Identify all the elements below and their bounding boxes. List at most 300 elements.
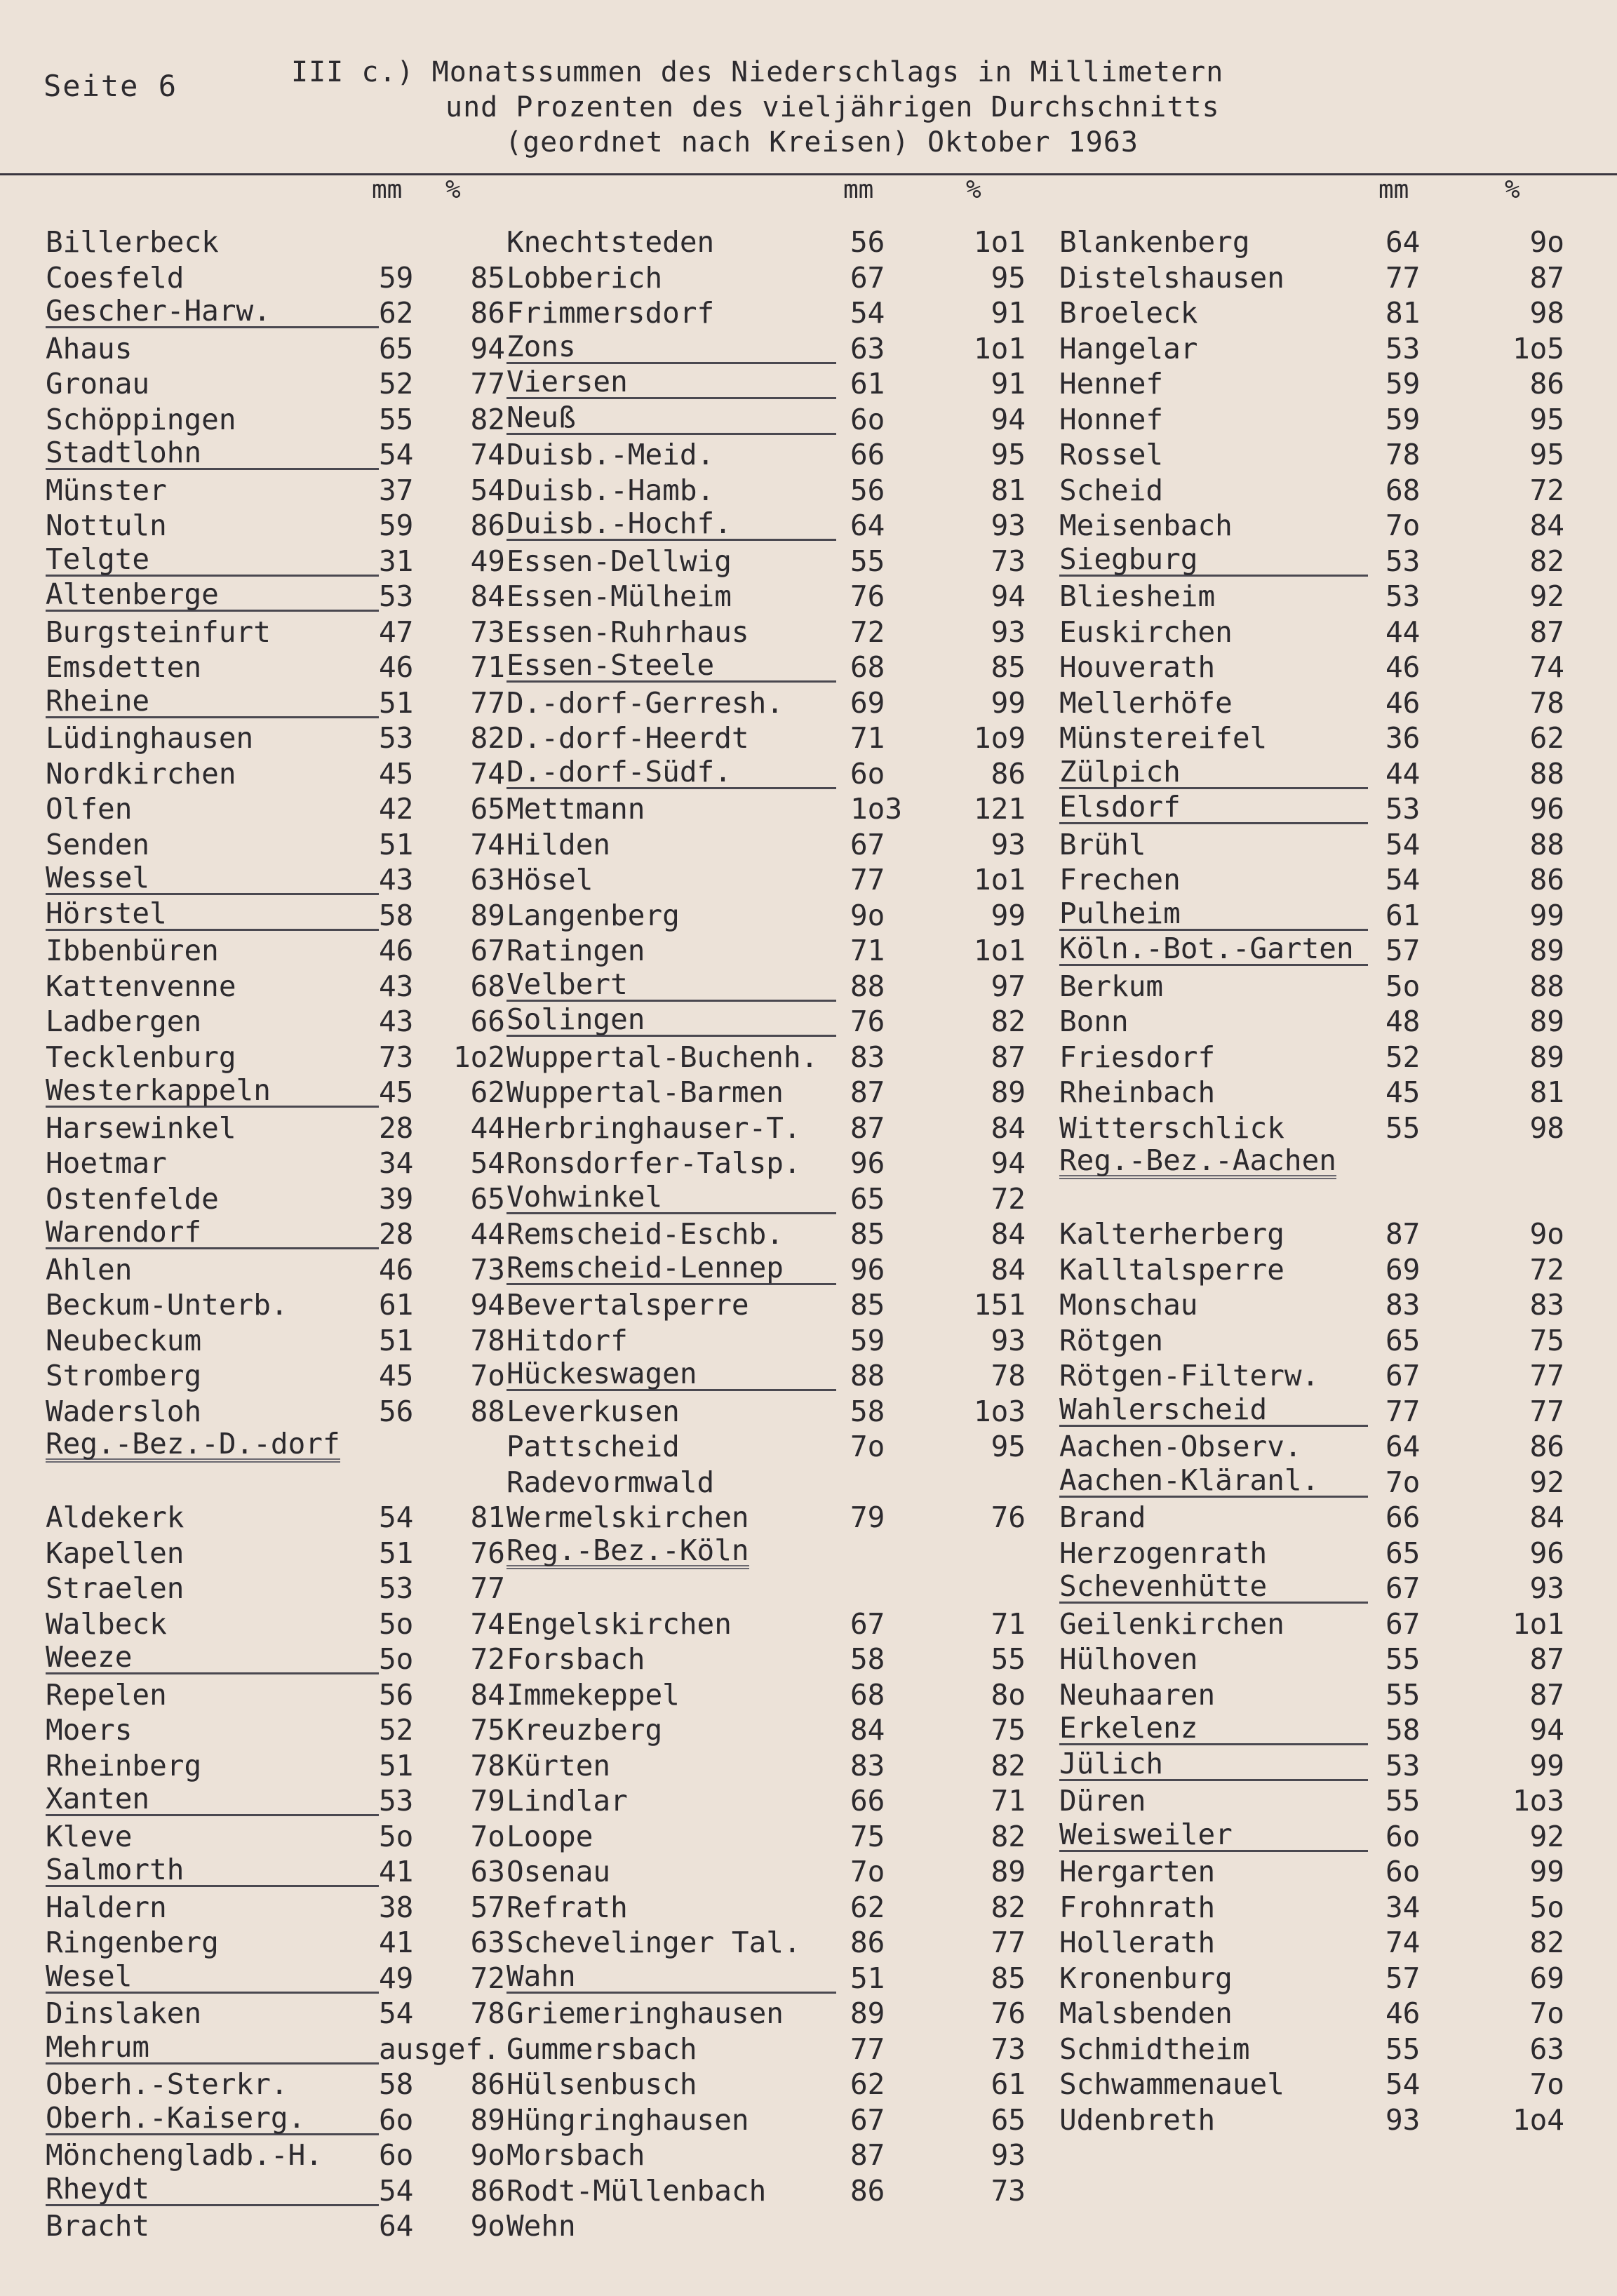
precip-percent: 63 [470,1926,505,1959]
station-name: Kalterherberg [1059,1217,1284,1251]
station-row [1059,295,1564,331]
precip-percent: 77 [1529,1394,1564,1428]
precip-percent: 81 [1529,1075,1564,1109]
precip-mm: 86 [850,1926,885,1959]
precip-percent: 94 [991,579,1026,613]
station-row [46,1748,505,1784]
station-row [46,1465,505,1501]
precip-percent: 63 [470,1855,505,1888]
precip-mm: 53 [1385,544,1421,578]
precip-percent: 62 [470,1075,505,1109]
precip-percent: 77 [991,1926,1026,1959]
precip-percent: 93 [991,509,1026,542]
precip-mm: 65 [850,1181,885,1216]
precip-percent: 72 [1529,1252,1564,1287]
precip-mm: 83 [1385,1288,1421,1322]
station-row [46,1004,505,1040]
station-name: Rodt-Müllenbach [506,2173,767,2208]
precip-percent: 73 [470,615,505,649]
precip-percent: 5o [1529,1890,1564,1924]
station-name: Houverath [1059,650,1216,684]
precip-percent: 76 [991,1501,1026,1534]
precip-mm: 67 [1385,1571,1421,1605]
precip-percent: 44 [470,1110,505,1145]
precip-mm: 44 [1385,615,1421,649]
precip-mm: 76 [850,579,885,613]
station-row [506,1075,1026,1110]
station-name: Frechen [1059,863,1181,897]
station-column-1 [46,175,505,2244]
station-row [1059,1783,1564,1819]
station-row [506,1961,1026,1996]
precip-percent: 65 [470,1181,505,1216]
precip-mm: 68 [1385,473,1421,507]
station-row [506,1925,1026,1961]
precip-percent: 86 [1529,367,1564,401]
precip-mm: 77 [850,2032,885,2066]
station-name: Malsbenden [1059,1996,1233,2030]
station-name: Hüngringhausen [506,2102,749,2137]
precip-percent: 78 [470,1323,505,1357]
station-row [46,579,505,615]
precip-percent: 99 [1529,1748,1564,1783]
precip-mm: 56 [379,1677,414,1712]
precip-mm: 65 [1385,1323,1421,1357]
station-name: Mehrum [46,2032,379,2065]
station-name: Burgsteinfurt [46,615,271,649]
precip-percent: 81 [470,1501,505,1534]
station-row [506,579,1026,615]
station-row [46,791,505,827]
station-row [506,544,1026,579]
precip-percent: 1o9 [973,721,1026,755]
precip-percent: 82 [991,1819,1026,1853]
precip-percent: 86 [470,2173,505,2208]
station-row [506,933,1026,969]
precip-mm: 7o [850,1855,885,1888]
station-name: Wehn [506,2209,576,2243]
precip-mm: 55 [1385,2032,1421,2066]
precip-percent: 71 [470,650,505,684]
station-name: Blankenberg [1059,225,1250,259]
station-row [1059,579,1564,615]
station-row [46,969,505,1005]
station-name: Radevormwald [506,1465,715,1499]
station-row [506,2102,1026,2138]
precip-percent: 63 [470,863,505,897]
station-row [1059,1181,1564,1217]
precip-percent: 82 [1529,544,1564,578]
precip-percent: 84 [470,1677,505,1712]
precip-percent: 1o3 [973,1394,1026,1428]
station-name: Bracht [46,2209,150,2243]
station-name: Senden [46,827,150,861]
precip-percent: 99 [991,685,1026,720]
precip-percent: 1o1 [973,934,1026,967]
station-row [46,1536,505,1571]
precip-percent: 76 [991,1996,1026,2030]
precip-percent: 83 [1529,1288,1564,1322]
precip-mm: 54 [850,296,885,330]
precip-mm: 61 [379,1288,414,1322]
precip-mm: 54 [1385,863,1421,897]
precip-percent: 95 [1529,438,1564,471]
precip-mm: 87 [850,2138,885,2172]
precip-mm: 7o [1385,509,1421,542]
station-row [46,2208,505,2244]
station-name: Olfen [46,792,133,826]
precip-mm: 93 [1385,2102,1421,2137]
precip-percent: 78 [1529,685,1564,720]
precip-mm: 62 [379,296,414,330]
station-name: Essen-Dellwig [506,544,732,578]
station-row [1059,2032,1564,2067]
precip-percent: 1o1 [973,863,1026,897]
station-name: Distelshausen [1059,260,1284,295]
station-row [1059,1712,1564,1748]
precip-percent: 86 [991,756,1026,791]
station-name: Pulheim [1059,898,1368,931]
station-name: Oberh.-Sterkr. [46,2067,288,2101]
station-name: Brand [1059,1501,1146,1534]
station-row [506,224,1026,260]
precip-mm: 71 [850,721,885,755]
precip-mm: 53 [379,579,414,613]
station-row [506,1394,1026,1430]
precip-percent: 76 [470,1536,505,1570]
column-header [1059,175,1564,224]
precip-mm: 87 [850,1110,885,1145]
precip-mm: 1o3 [850,792,903,826]
station-name: Wermelskirchen [506,1501,749,1534]
precip-percent: 84 [991,1252,1026,1287]
station-name: Rossel [1059,438,1164,471]
station-row [506,331,1026,367]
station-name: Loope [506,1819,593,1853]
precip-mm: 74 [1385,1926,1421,1959]
precip-percent: 82 [1529,1926,1564,1959]
precip-mm: 62 [850,1890,885,1924]
station-name: Schevenhütte [1059,1571,1368,1604]
precip-mm: 77 [1385,260,1421,295]
precip-percent: 86 [1529,863,1564,897]
station-row [1059,1819,1564,1855]
region-name: Reg.-Bez.-D.-dorf [46,1429,340,1463]
precip-percent: 72 [470,1961,505,1995]
precip-mm: 53 [379,1784,414,1818]
precip-mm: 69 [850,685,885,720]
precip-mm: 84 [850,1713,885,1747]
station-row [506,1146,1026,1181]
station-name: Wahn [506,1961,836,1994]
page-header [0,42,1617,175]
precip-mm: 59 [850,1323,885,1357]
precip-percent: 9o [470,2138,505,2172]
station-row [46,1642,505,1677]
precip-percent: 77 [470,685,505,720]
station-row [46,1961,505,1996]
precip-mm: 88 [850,969,885,1003]
station-row [1059,437,1564,473]
column-header [506,175,1026,224]
precip-percent: 72 [991,1181,1026,1216]
station-name: Engelskirchen [506,1606,732,1641]
station-row [1059,2067,1564,2102]
station-row [1059,331,1564,367]
precip-percent: 65 [470,792,505,826]
precip-mm: 66 [850,438,885,471]
station-row [506,650,1026,685]
precip-percent: 7o [1529,1996,1564,2030]
precip-percent: 1o1 [973,225,1026,259]
station-name: Xanten [46,1783,379,1816]
station-row [506,969,1026,1005]
station-name: Velbert [506,969,836,1002]
precip-percent: 86 [470,2067,505,2101]
station-name: D.-dorf-Südf. [506,756,836,789]
precip-percent: 89 [1529,1040,1564,1074]
precip-percent: 68 [470,969,505,1003]
precip-mm: 42 [379,792,414,826]
precip-mm: 78 [1385,438,1421,471]
station-row [1059,756,1564,792]
precip-mm: 52 [379,1713,414,1747]
station-name: Kreuzberg [506,1713,663,1747]
precip-mm: 67 [1385,1359,1421,1392]
station-row [46,2102,505,2138]
station-name: Beckum-Unterb. [46,1288,288,1322]
precip-mm: 43 [379,969,414,1003]
station-row [506,862,1026,898]
precip-mm: 51 [379,1323,414,1357]
station-row [506,1571,1026,1606]
station-name: Morsbach [506,2138,645,2172]
precip-percent: 92 [1529,1465,1564,1499]
mm-header: mm [1378,175,1409,204]
station-row [46,331,505,367]
precip-percent: 89 [1529,1005,1564,1038]
station-name: Euskirchen [1059,615,1233,649]
station-name: Haldern [46,1890,167,1924]
precip-percent: 95 [1529,402,1564,436]
precip-mm: 96 [850,1252,885,1287]
precip-percent: 63 [1529,2032,1564,2066]
region-heading [506,1533,1026,1571]
station-row [46,1323,505,1359]
precip-percent: 88 [1529,756,1564,791]
precip-percent: 93 [991,827,1026,861]
station-row [46,2029,505,2067]
station-name: Essen-Ruhrhaus [506,615,749,649]
precip-mm: 67 [850,827,885,861]
station-name: Lobberich [506,260,663,295]
station-row [46,1358,505,1394]
station-row [1059,1642,1564,1677]
station-name: Bevertalsperre [506,1288,749,1322]
station-name: Telgte [46,544,379,577]
station-name: Bonn [1059,1005,1129,1038]
precip-mm: 28 [379,1217,414,1251]
station-row [506,1216,1026,1252]
station-row [1059,1287,1564,1323]
precip-percent: 1o1 [1512,1606,1564,1641]
station-name: Weeze [46,1642,379,1674]
precip-mm: 53 [1385,792,1421,826]
station-name: Hilden [506,827,611,861]
station-name: Duisb.-Hamb. [506,473,715,507]
precip-mm: 52 [1385,1040,1421,1074]
precip-percent: 88 [1529,969,1564,1003]
station-name: Schmidtheim [1059,2032,1250,2066]
station-name: Wessel [46,862,379,895]
precip-mm: 5o [379,1606,414,1641]
precip-mm: 75 [850,1819,885,1853]
station-name: Gronau [46,367,150,401]
station-row [1059,1677,1564,1713]
station-name: Hangelar [1059,331,1198,365]
station-name: Mönchengladb.-H. [46,2138,323,2172]
precip-mm: 6o [850,402,885,436]
precip-percent: 74 [470,1606,505,1641]
station-row [46,1677,505,1713]
station-name: Rheinberg [46,1748,202,1783]
precip-mm: 6o [1385,1855,1421,1888]
precip-percent: 89 [470,2102,505,2137]
precip-mm: 51 [379,685,414,720]
station-row [1059,508,1564,544]
station-row [46,1819,505,1855]
precip-percent: 54 [470,1146,505,1180]
station-name: Harsewinkel [46,1110,236,1145]
precip-mm: 28 [379,1110,414,1145]
precip-mm: 41 [379,1855,414,1888]
station-column-2 [506,175,1026,2244]
precip-mm: 55 [1385,1677,1421,1712]
station-row [1059,827,1564,863]
station-row [1059,862,1564,898]
station-name: Meisenbach [1059,509,1233,542]
precip-percent: 89 [991,1075,1026,1109]
precip-percent: 78 [991,1359,1026,1392]
station-name: Stromberg [46,1359,202,1392]
precip-percent: 87 [1529,260,1564,295]
precip-mm: 46 [379,650,414,684]
precip-percent: 98 [1529,1110,1564,1145]
precip-mm: 64 [850,509,885,542]
station-name: Elsdorf [1059,791,1368,824]
precip-mm: 87 [850,1075,885,1109]
station-name: Kleve [46,1819,133,1853]
station-name: Ladbergen [46,1005,202,1038]
precip-mm: 31 [379,544,414,578]
station-name: Neuhaaren [1059,1677,1216,1712]
station-row [1059,1961,1564,1996]
precip-mm: 46 [379,1252,414,1287]
precip-mm: 45 [1385,1075,1421,1109]
precip-mm: 38 [379,1890,414,1924]
precip-mm: 61 [850,367,885,401]
station-row [506,260,1026,296]
station-row [506,827,1026,863]
precip-mm: 6o [379,2102,414,2137]
station-row [1059,1004,1564,1040]
precip-mm: 6o [850,756,885,791]
precip-percent: 94 [991,1146,1026,1180]
station-name: Straelen [46,1571,184,1605]
precip-percent: 89 [1529,934,1564,967]
station-name: Wuppertal-Barmen [506,1075,784,1109]
percent-header: % [445,175,461,204]
station-name: Kalltalsperre [1059,1252,1284,1287]
station-name: Hösel [506,863,593,897]
precip-percent: 94 [991,402,1026,436]
station-row [506,1287,1026,1323]
station-row [46,1606,505,1642]
station-row [506,1110,1026,1146]
station-name: Altenberge [46,579,379,612]
precip-percent: 93 [1529,1571,1564,1605]
station-name: Siegburg [1059,544,1368,577]
precip-mm: 58 [379,898,414,932]
precip-percent: 86 [1529,1430,1564,1463]
precip-mm: 59 [379,509,414,542]
precip-percent: 87 [991,1040,1026,1074]
precip-percent: 7o [470,1819,505,1853]
station-row [1059,1854,1564,1890]
station-row [506,473,1026,509]
station-name: Remscheid-Lennep [506,1252,836,1285]
precip-percent: 73 [991,544,1026,578]
station-row [506,437,1026,473]
precip-mm: 56 [379,1394,414,1428]
precip-mm: 51 [850,1961,885,1995]
precip-percent: 99 [991,898,1026,932]
precip-mm: 5o [379,1642,414,1676]
precip-mm: 47 [379,615,414,649]
precip-mm: 54 [379,2173,414,2208]
precip-mm: 89 [850,1996,885,2030]
station-row [506,685,1026,721]
precip-percent: 121 [973,792,1026,826]
precip-percent: 96 [1529,1536,1564,1570]
precip-percent: 91 [991,296,1026,330]
station-row [46,473,505,509]
station-row [46,1110,505,1146]
precip-percent: 95 [991,260,1026,295]
station-row [46,1500,505,1536]
precip-mm: 39 [379,1181,414,1216]
station-name: Berkum [1059,969,1164,1003]
precip-mm: 77 [1385,1394,1421,1428]
station-row [506,2137,1026,2173]
station-name: Mellerhöfe [1059,685,1233,720]
station-name: Gummersbach [506,2032,697,2066]
station-row [506,1429,1026,1465]
station-row [46,862,505,898]
precip-mm: 68 [850,650,885,684]
station-row [46,898,505,934]
precip-mm: 86 [850,2173,885,2208]
station-name: Geilenkirchen [1059,1606,1284,1641]
station-row [506,1252,1026,1288]
station-name: Wadersloh [46,1394,202,1428]
precip-percent: 82 [470,402,505,436]
precip-percent: 94 [470,331,505,365]
precip-mm: 59 [379,260,414,295]
precip-percent: 49 [470,544,505,578]
station-name: Udenbreth [1059,2102,1216,2137]
station-row [1059,1252,1564,1288]
